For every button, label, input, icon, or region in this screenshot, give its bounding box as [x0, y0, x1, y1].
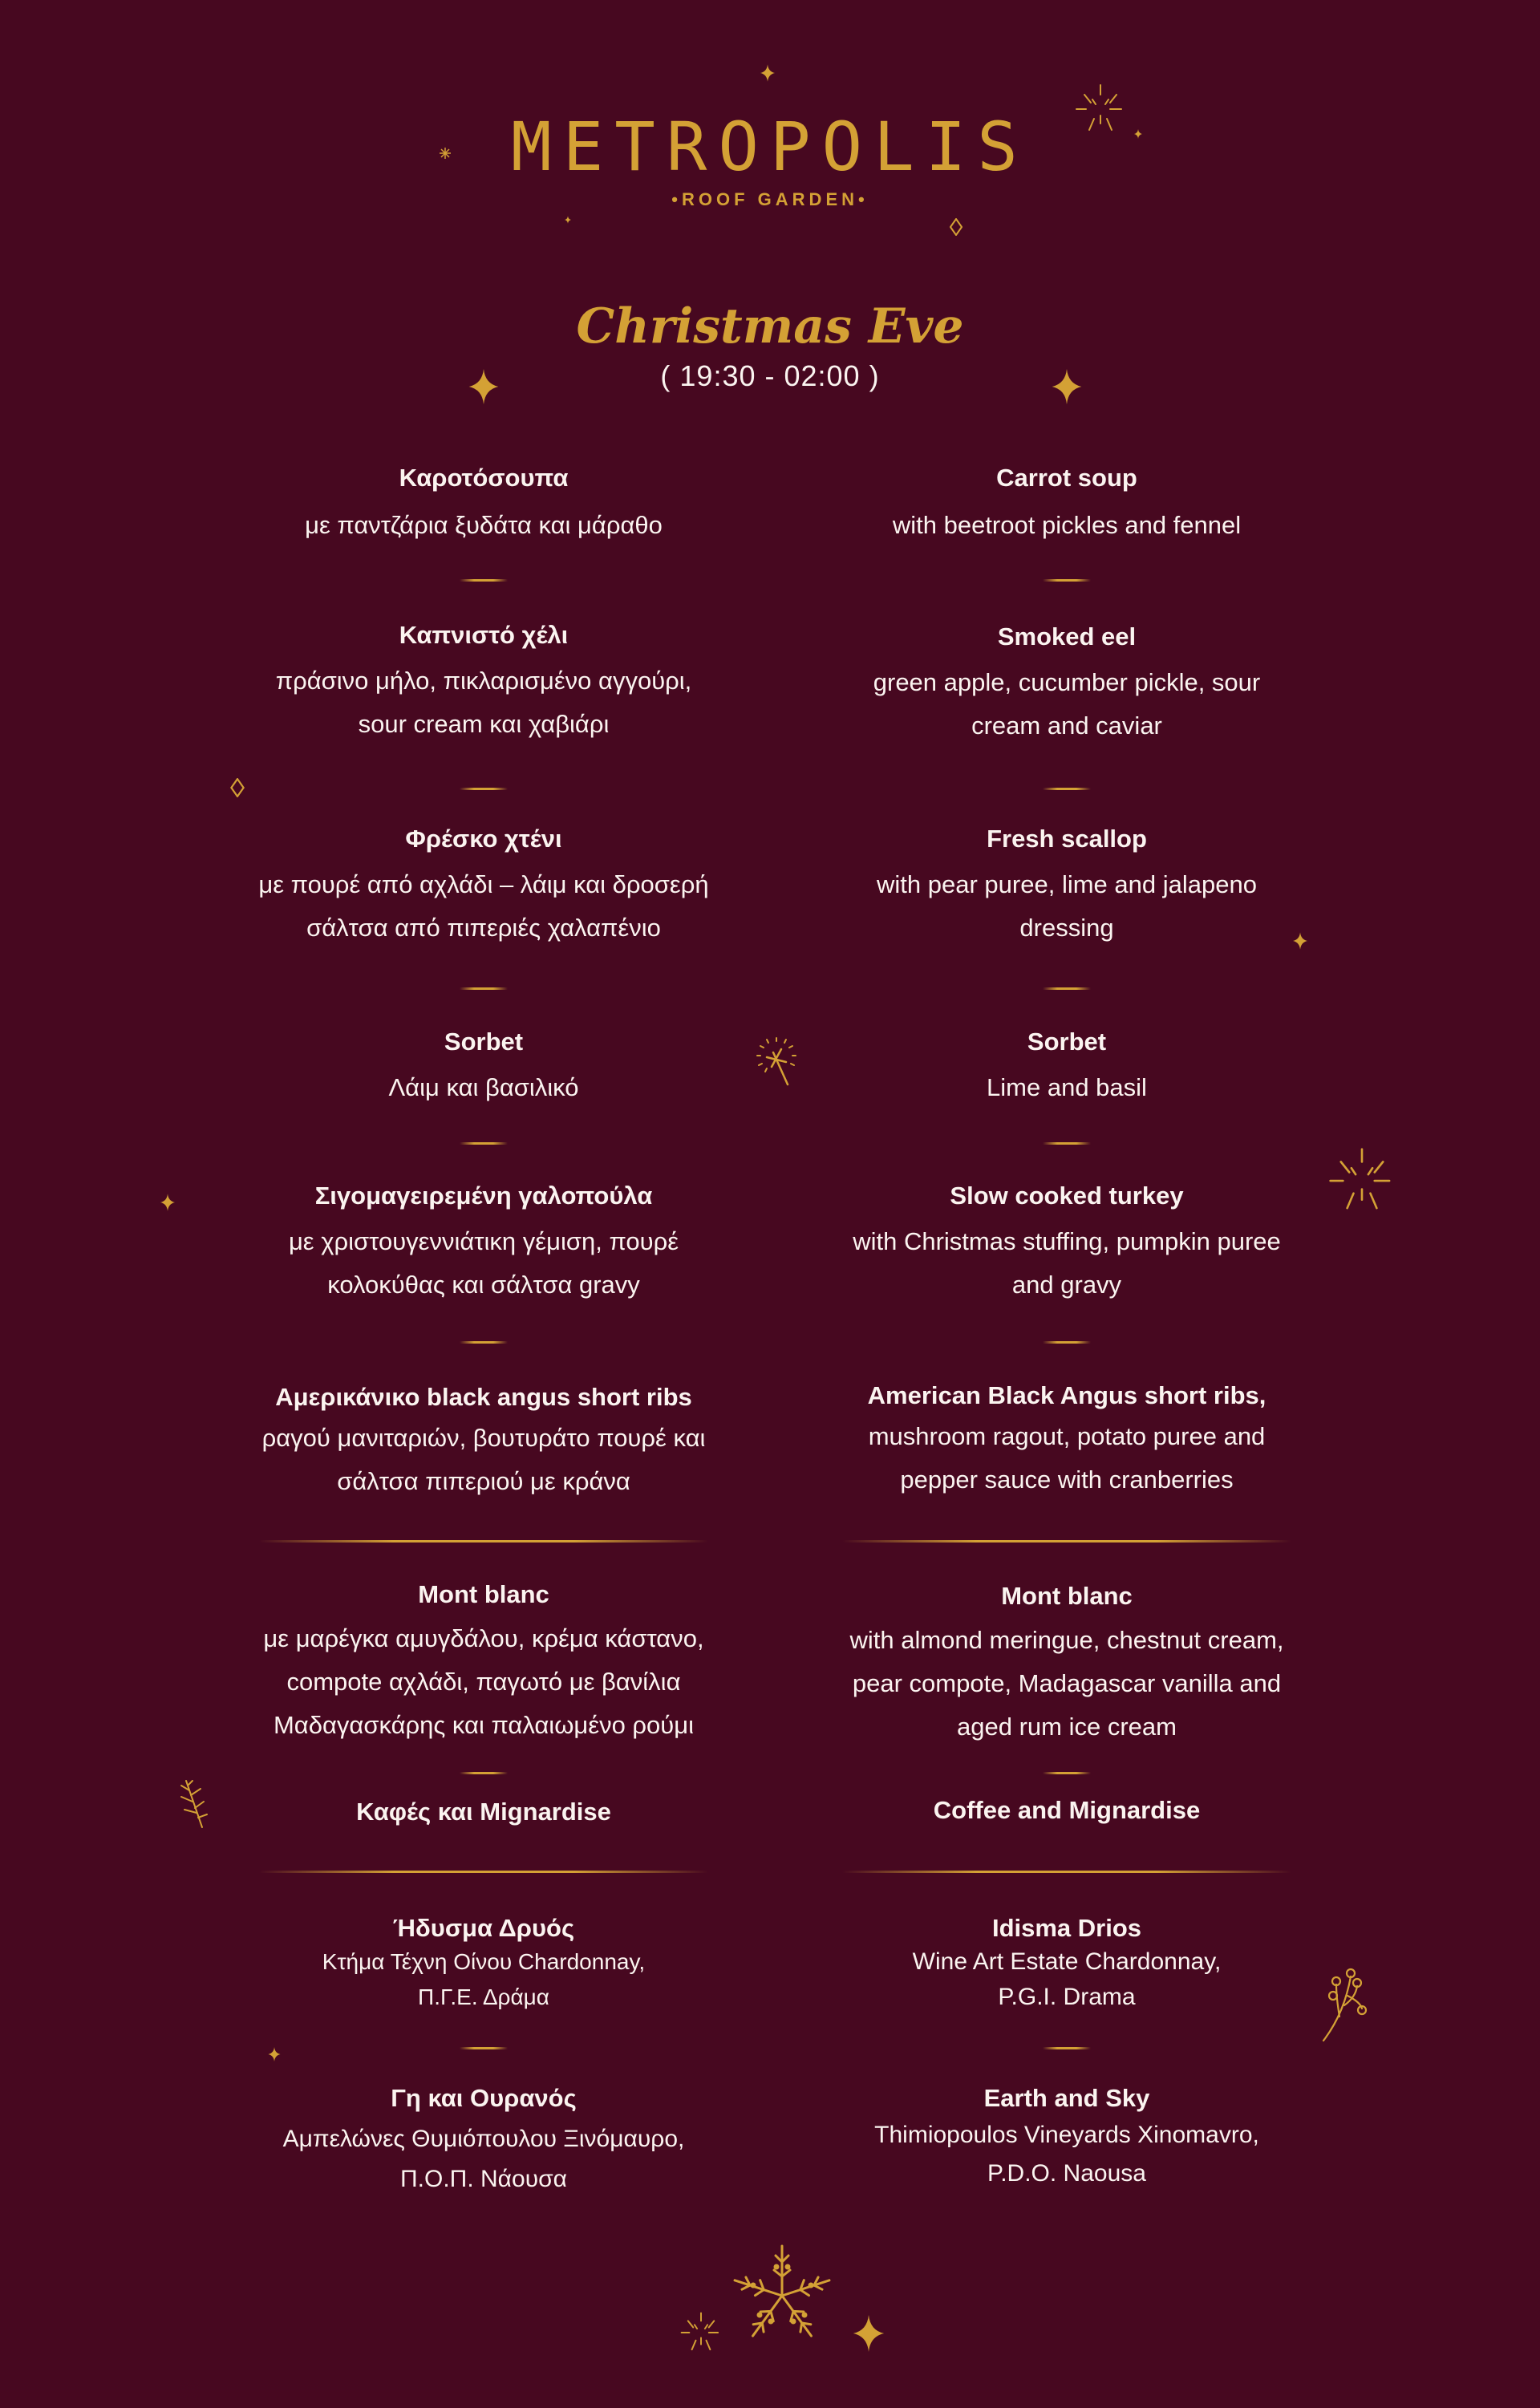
separator [1043, 1142, 1091, 1145]
menu-item-english [778, 1180, 1356, 1307]
separator [460, 2047, 508, 2049]
item-desc: σάλτσα πιπεριού με κράνα [337, 1467, 630, 1495]
wine-desc: P.G.I. Drama [998, 1984, 1136, 2010]
sparkle-star-icon [1134, 128, 1142, 140]
branch-icon [175, 1778, 210, 1829]
item-desc: σάλτσα από πιπεριές χαλαπένιο [306, 914, 661, 942]
menu-item-english [778, 462, 1356, 547]
sparkler-icon [754, 1035, 802, 1093]
item-desc: με μαρέγκα αμυγδάλου, κρέμα κάστανο, [263, 1624, 704, 1652]
item-desc: cream and caviar [971, 711, 1162, 740]
wine-desc: P.D.O. Naousa [987, 2160, 1146, 2187]
item-desc: dressing [1019, 914, 1114, 942]
item-desc: με πουρέ από αχλάδι – λάιμ και δροσερή [258, 870, 709, 898]
item-desc: πράσινο μήλο, πικλαρισμένο αγγούρι, [275, 667, 692, 695]
sparkle-star-icon [565, 215, 571, 225]
item-desc: green apple, cucumber pickle, sour [873, 668, 1261, 696]
sparkle-star-icon [850, 2315, 887, 2352]
separator [460, 1142, 508, 1145]
item-desc: with beetroot pickles and fennel [892, 511, 1242, 539]
sparkle-star-icon [468, 369, 500, 404]
menu-item-english [778, 1380, 1356, 1502]
item-desc: aged rum ice cream [957, 1713, 1177, 1741]
menu-item-greek [195, 462, 772, 547]
separator [1043, 1772, 1091, 1774]
snowflake-icon [730, 2243, 834, 2344]
item-desc: with almond meringue, chestnut cream, [849, 1626, 1284, 1654]
menu-item-greek [195, 823, 772, 950]
separator-long [842, 1540, 1291, 1542]
event-time: ( 19:30 - 02:00 ) [660, 359, 880, 392]
separator [460, 579, 508, 582]
wine-desc: Αμπελώνες Θυμιόπουλου Ξινόμαυρο, [282, 2126, 685, 2152]
berry-branch-icon [1320, 1965, 1368, 2042]
menu-item-greek [195, 1180, 772, 1307]
item-title: American Black Angus short ribs, [867, 1381, 1266, 1409]
wine-title: Earth and Sky [983, 2084, 1150, 2112]
separator-long [259, 1871, 708, 1873]
sparkle-star-icon [760, 64, 775, 82]
menu-item-english [778, 1026, 1356, 1109]
item-title: Σιγομαγειρεμένη γαλοπούλα [314, 1182, 653, 1210]
item-title: Αμερικάνικο black angus short ribs [275, 1383, 692, 1411]
item-title: Φρέσκο χτένι [405, 825, 562, 853]
item-desc: pepper sauce with cranberries [900, 1465, 1234, 1494]
item-desc: with pear puree, lime and jalapeno [877, 870, 1257, 898]
menu-item-greek [195, 619, 772, 746]
menu-item-greek [195, 1579, 772, 1747]
item-desc: Λάιμ και βασιλικό [388, 1073, 579, 1101]
menu-item-english [778, 823, 1356, 950]
sparkle-star-icon [160, 1194, 175, 1211]
item-desc: pear compote, Madagascar vanilla and [852, 1669, 1282, 1697]
separator [460, 1341, 508, 1344]
item-title: Mont blanc [418, 1580, 549, 1608]
asterisk-star-icon [440, 148, 451, 159]
diamond-icon [950, 218, 962, 236]
item-desc: Lime and basil [987, 1073, 1147, 1101]
menu-item-english [778, 1794, 1356, 1826]
item-desc: mushroom ragout, potato puree and [868, 1422, 1266, 1450]
sparkle-star-icon [1293, 932, 1307, 950]
wine-desc: Κτήμα Τέχνη Οίνου Chardonnay, [322, 1949, 646, 1974]
item-desc: with Christmas stuffing, pumpkin puree [853, 1227, 1281, 1255]
item-title: Slow cooked turkey [950, 1182, 1184, 1210]
separator [1043, 788, 1091, 790]
item-desc: με χριστουγεννιάτικη γέμιση, πουρέ [288, 1227, 679, 1255]
wine-item-greek [195, 1912, 772, 2015]
wine-item-english [778, 2082, 1356, 2193]
diamond-icon [229, 778, 245, 797]
item-title: Καπνιστό χέλι [399, 621, 569, 649]
wine-desc: Thimiopoulos Vineyards Xinomavro, [874, 2122, 1259, 2148]
item-title: Coffee and Mignardise [933, 1796, 1201, 1824]
wine-item-english [778, 1912, 1356, 2015]
item-desc: ραγού μανιταριών, βουτυράτο πουρέ και [261, 1424, 706, 1452]
item-desc: κολοκύθας και σάλτσα gravy [327, 1271, 640, 1299]
item-title: Sorbet [444, 1028, 524, 1056]
separator-long [842, 1871, 1291, 1873]
separator [1043, 2047, 1091, 2049]
item-title: Sorbet [1027, 1028, 1107, 1056]
separator [460, 987, 508, 990]
menu-item-greek [195, 1381, 772, 1503]
logo-subtitle: •ROOF GARDEN• [671, 189, 869, 209]
wine-desc: Π.Ο.Π. Νάουσα [400, 2166, 567, 2192]
firework-burst-icon [1075, 83, 1126, 135]
item-desc: sour cream και χαβιάρι [358, 710, 610, 738]
separator [1043, 579, 1091, 582]
item-title: Carrot soup [996, 464, 1137, 492]
menu-item-english [778, 1580, 1356, 1749]
item-title: Καφές και Mignardise [356, 1798, 611, 1826]
wine-title: Γη και Ουρανός [391, 2084, 577, 2112]
item-desc: compote αχλάδι, παγωτό με βανίλια [286, 1668, 681, 1696]
wine-title: Idisma Drios [991, 1914, 1142, 1942]
separator [460, 1772, 508, 1774]
firework-burst-icon [680, 2312, 722, 2353]
logo-metropolis: METROPOLIS [511, 107, 1029, 186]
item-desc: Μαδαγασκάρης και παλαιωμένο ρούμι [273, 1711, 695, 1739]
separator [1043, 1341, 1091, 1344]
firework-burst-icon [1328, 1147, 1396, 1214]
item-title: Mont blanc [1001, 1582, 1133, 1610]
menu-item-english [778, 621, 1356, 748]
wine-item-greek [195, 2082, 772, 2199]
separator [460, 788, 508, 790]
item-desc: με παντζάρια ξυδάτα και μάραθο [305, 511, 663, 539]
sparkle-star-icon [268, 2047, 281, 2061]
wine-desc: Wine Art Estate Chardonnay, [912, 1948, 1222, 1975]
wine-title: Ήδυσμα Δρυός [392, 1914, 575, 1942]
item-title: Smoked eel [997, 622, 1137, 651]
separator [1043, 987, 1091, 990]
menu-item-greek [195, 1026, 772, 1109]
menu-item-greek [195, 1796, 772, 1828]
item-title: Καροτόσουπα [399, 464, 569, 492]
item-desc: and gravy [1011, 1271, 1122, 1299]
wine-desc: Π.Γ.Ε. Δράμα [418, 1984, 549, 2009]
event-title: Christmas Eve [576, 298, 964, 355]
sparkle-star-icon [1051, 369, 1083, 404]
item-title: Fresh scallop [987, 825, 1147, 853]
separator-long [259, 1540, 708, 1542]
